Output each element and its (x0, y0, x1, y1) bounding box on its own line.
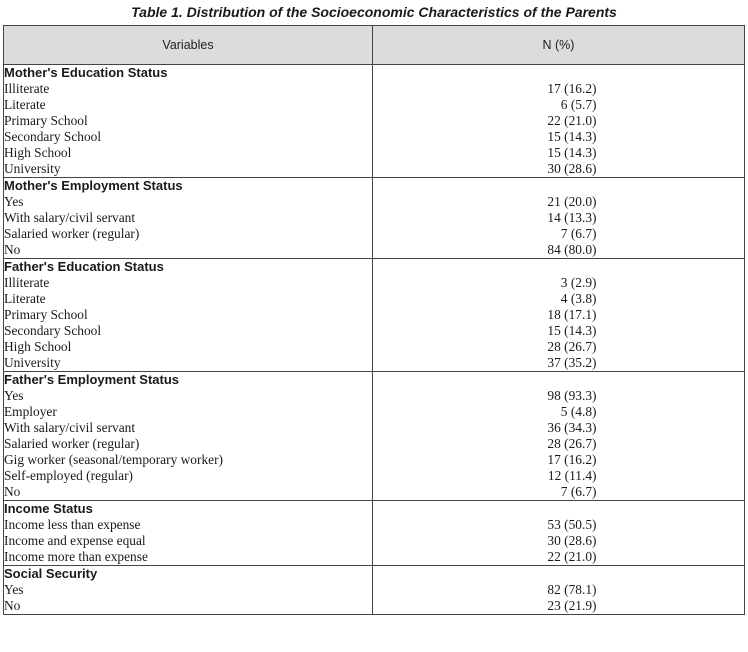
section-title-spacer (373, 501, 744, 517)
row-label: High School (4, 339, 72, 354)
section-variables-cell (4, 259, 373, 372)
row-label: Salaried worker (regular) (4, 226, 140, 241)
row-value: 15 (14.3) (547, 129, 597, 144)
row-label: No (4, 598, 21, 613)
row-value-line (373, 226, 744, 242)
section-title: Father's Education Status (4, 259, 164, 274)
row-value-line (373, 307, 744, 323)
section-variables-cell (4, 178, 373, 259)
row-label: Yes (4, 388, 24, 403)
section-values-cell (373, 566, 745, 615)
row-value: 36 (34.3) (547, 420, 597, 435)
row-label: Gig worker (seasonal/temporary worker) (4, 452, 224, 467)
row-value: 23 (21.9) (547, 598, 597, 613)
row-label: With salary/civil servant (4, 210, 136, 225)
section-values-cell (373, 65, 745, 178)
row-value: 98 (93.3) (547, 388, 597, 403)
row-value-line (373, 517, 744, 533)
row-value: 21 (20.0) (547, 194, 597, 209)
row-label: Income less than expense (4, 517, 141, 532)
row-label: University (4, 161, 61, 176)
row-value-line (373, 549, 744, 565)
section-values-cell (373, 372, 745, 501)
row-label: Literate (4, 97, 46, 112)
table-header (4, 26, 745, 65)
row-value-line (373, 210, 744, 226)
row-label: Employer (4, 404, 57, 419)
section-title-spacer (373, 178, 744, 194)
section-variables-cell (4, 566, 373, 615)
row-value-line (373, 242, 744, 258)
section-values-cell (373, 259, 745, 372)
row-value: 15 (14.3) (547, 145, 597, 160)
row-label: Yes (4, 194, 24, 209)
row-value: 82 (78.1) (547, 582, 597, 597)
section-title: Mother's Employment Status (4, 178, 183, 193)
row-value-line (373, 97, 744, 113)
section-title-spacer (373, 566, 744, 582)
row-value: 17 (16.2) (547, 81, 597, 96)
section-title-spacer (373, 259, 744, 275)
section-row (4, 566, 745, 615)
row-value-line (373, 598, 744, 614)
section-row (4, 259, 745, 372)
row-value: 18 (17.1) (547, 307, 597, 322)
row-label: Salaried worker (regular) (4, 436, 140, 451)
row-value: 22 (21.0) (547, 549, 597, 564)
row-value-line (373, 420, 744, 436)
row-value-line (373, 323, 744, 339)
row-value-line (373, 339, 744, 355)
row-value-line (373, 533, 744, 549)
section-values-cell (373, 178, 745, 259)
row-value-line (373, 452, 744, 468)
table-body (4, 65, 745, 615)
row-value: 28 (26.7) (547, 339, 597, 354)
row-value-line (373, 355, 744, 371)
section-variables-cell (4, 501, 373, 566)
row-label: University (4, 355, 61, 370)
section-title: Income Status (4, 501, 93, 516)
section-row (4, 178, 745, 259)
section-variables-cell (4, 65, 373, 178)
row-value: 84 (80.0) (547, 242, 597, 257)
row-value: 30 (28.6) (547, 533, 597, 548)
row-value: 12 (11.4) (547, 468, 597, 483)
section-title-spacer (373, 372, 744, 388)
row-label: Primary School (4, 307, 88, 322)
section-title: Social Security (4, 566, 98, 581)
column-header-variables: Variables (4, 26, 373, 65)
row-value-line (373, 113, 744, 129)
row-label: No (4, 242, 21, 257)
section-title-spacer (373, 65, 744, 81)
row-label: With salary/civil servant (4, 420, 136, 435)
row-label: Illiterate (4, 81, 50, 96)
row-value: 53 (50.5) (547, 517, 597, 532)
row-label: Income and expense equal (4, 533, 146, 548)
section-row (4, 65, 745, 178)
row-value-line (373, 275, 744, 291)
row-value: 15 (14.3) (547, 323, 597, 338)
row-value-line (373, 468, 744, 484)
row-label: High School (4, 145, 72, 160)
row-label: Income more than expense (4, 549, 148, 564)
row-label: Illiterate (4, 275, 50, 290)
row-label: Secondary School (4, 129, 102, 144)
section-title: Mother's Education Status (4, 65, 168, 80)
row-value: 7 (6.7) (560, 484, 597, 499)
row-value: 22 (21.0) (547, 113, 597, 128)
row-value: 17 (16.2) (547, 452, 597, 467)
row-value-line (373, 291, 744, 307)
row-value: 4 (3.8) (560, 291, 597, 306)
row-value-line (373, 388, 744, 404)
row-value-line (373, 81, 744, 97)
header-row (4, 26, 745, 65)
row-value-line (373, 582, 744, 598)
row-value: 5 (4.8) (560, 404, 597, 419)
section-values-cell (373, 501, 745, 566)
row-value-line (373, 404, 744, 420)
row-value: 28 (26.7) (547, 436, 597, 451)
row-label: Secondary School (4, 323, 102, 338)
row-value: 30 (28.6) (547, 161, 597, 176)
row-value-line (373, 194, 744, 210)
table-caption: Table 1. Distribution of the Socioeconomic Characteristics of the Parents (131, 4, 617, 20)
row-label: Yes (4, 582, 24, 597)
row-value: 37 (35.2) (547, 355, 597, 370)
column-header-n-percent: N (%) (373, 26, 745, 65)
row-label: Primary School (4, 113, 88, 128)
row-value-line (373, 161, 744, 177)
row-value-line (373, 484, 744, 500)
row-value: 7 (6.7) (560, 226, 597, 241)
row-value-line (373, 145, 744, 161)
section-variables-cell (4, 372, 373, 501)
row-label: Literate (4, 291, 46, 306)
row-value: 14 (13.3) (547, 210, 597, 225)
row-value: 3 (2.9) (560, 275, 597, 290)
row-label: Self-employed (regular) (4, 468, 134, 483)
section-row (4, 501, 745, 566)
row-value-line (373, 129, 744, 145)
row-value-line (373, 436, 744, 452)
section-title: Father's Employment Status (4, 372, 180, 387)
row-label: No (4, 484, 21, 499)
row-value: 6 (5.7) (560, 97, 597, 112)
section-row (4, 372, 745, 501)
characteristics-table (3, 25, 745, 615)
